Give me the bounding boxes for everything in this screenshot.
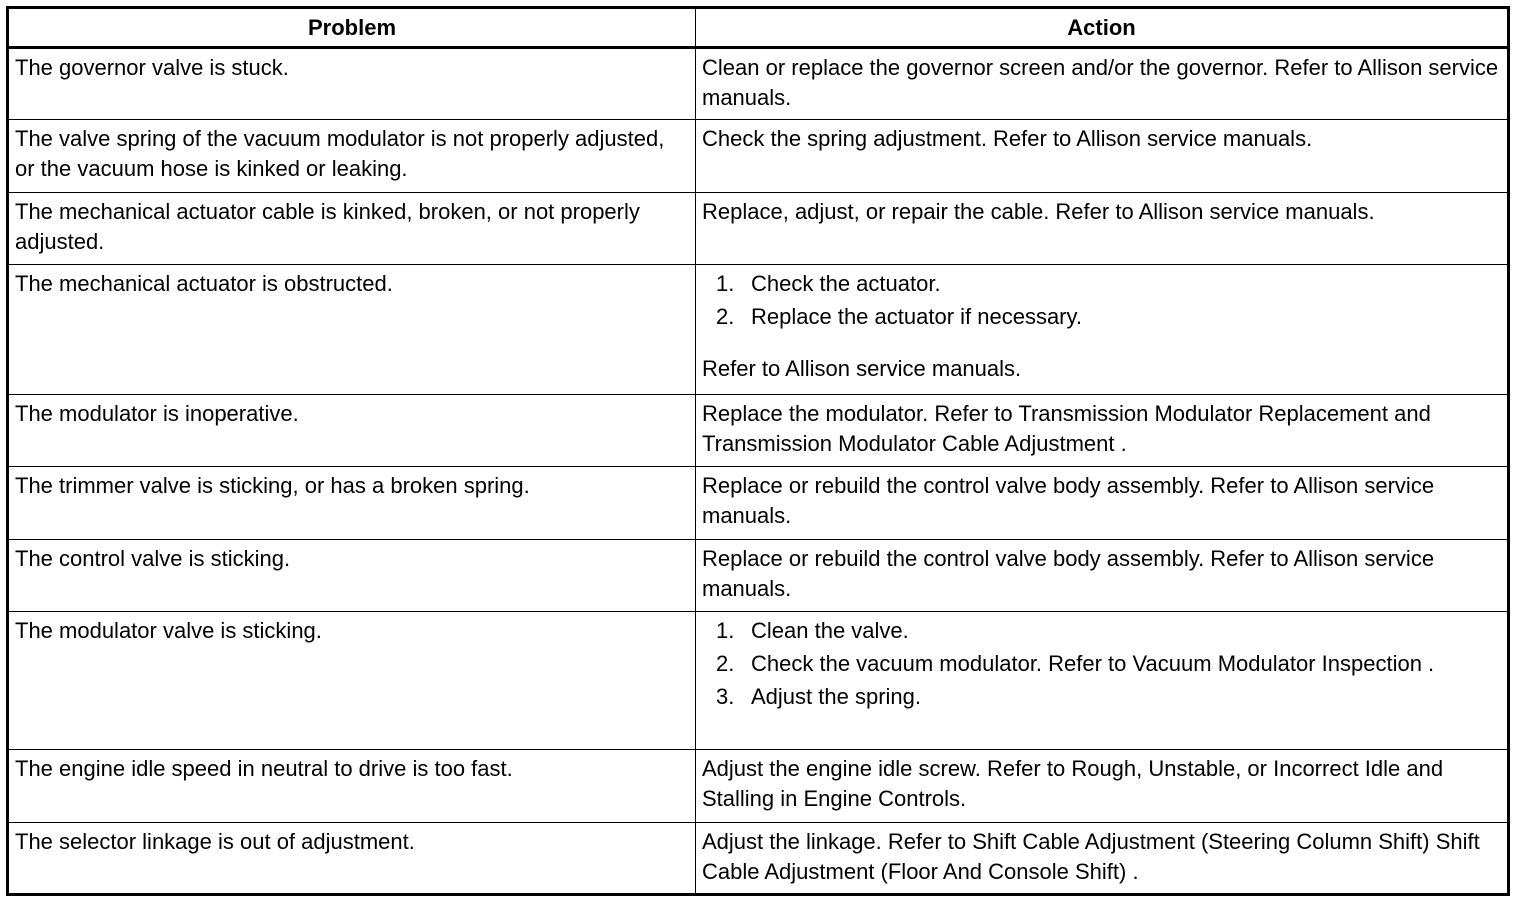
step-text: Replace the actuator if necessary. [751,303,1082,329]
step-number: 2. [716,303,735,329]
action-note: Refer to Allison service manuals. [702,355,1022,381]
problem-cell: The governor valve is stuck. [8,48,696,120]
action-cell [696,264,1509,394]
header-row [8,8,1509,48]
step-number: 1. [716,270,735,296]
table-row [8,192,1509,264]
problem-cell: The trimmer valve is sticking, or has a broken spring. [8,467,696,539]
header-problem: Problem [8,8,696,48]
table-row [8,120,1509,192]
table-row [8,750,1509,822]
action-cell: Replace or rebuild the control valve body assembly. Refer to Allison service manuals. [696,539,1509,611]
table-row [8,48,1509,120]
action-step [716,649,1501,679]
action-cell: Adjust the engine idle screw. Refer to Rough, Unstable, or Incorrect Idle and Stalling in Engine Controls. [696,750,1509,822]
action-steps-list [702,616,1501,712]
step-text: Check the actuator. [751,270,941,296]
problem-cell: The mechanical actuator is obstructed. [8,264,696,394]
action-cell: Adjust the linkage. Refer to Shift Cable Adjustment (Steering Column Shift) Shift Cable Adjustment (Floor And Console Shift) . [696,822,1509,894]
problem-cell: The modulator valve is sticking. [8,611,696,749]
action-step [716,302,1501,332]
problem-cell: The control valve is sticking. [8,539,696,611]
action-cell: Replace, adjust, or repair the cable. Refer to Allison service manuals. [696,192,1509,264]
problem-cell: The selector linkage is out of adjustment. [8,822,696,894]
action-step [716,616,1501,646]
step-text: Clean the valve. [751,617,909,643]
step-text: Check the vacuum modulator. Refer to Vacuum Modulator Inspection . [751,650,1435,676]
action-cell: Check the spring adjustment. Refer to Allison service manuals. [696,120,1509,192]
action-cell: Clean or replace the governor screen and/or the governor. Refer to Allison service manuals. [696,48,1509,120]
action-step [716,269,1501,299]
table-row [8,822,1509,894]
action-cell [696,611,1509,749]
problem-cell: The mechanical actuator cable is kinked, broken, or not properly adjusted. [8,192,696,264]
table-row [8,539,1509,611]
step-number: 1. [716,617,735,643]
table-row [8,467,1509,539]
table-row [8,395,1509,467]
action-cell: Replace the modulator. Refer to Transmission Modulator Replacement and Transmission Modulator Cable Adjustment . [696,395,1509,467]
step-number: 2. [716,650,735,676]
header-action: Action [696,8,1509,48]
problem-cell: The modulator is inoperative. [8,395,696,467]
table-row [8,264,1509,394]
action-cell: Replace or rebuild the control valve body assembly. Refer to Allison service manuals. [696,467,1509,539]
problem-cell: The valve spring of the vacuum modulator is not properly adjusted, or the vacuum hose is kinked or leaking. [8,120,696,192]
step-number: 3. [716,683,735,709]
table-row [8,611,1509,749]
problem-cell: The engine idle speed in neutral to drive is too fast. [8,750,696,822]
step-text: Adjust the spring. [751,683,921,709]
action-step [716,682,1501,712]
action-steps-list [702,269,1501,332]
troubleshooting-table [6,6,1510,896]
